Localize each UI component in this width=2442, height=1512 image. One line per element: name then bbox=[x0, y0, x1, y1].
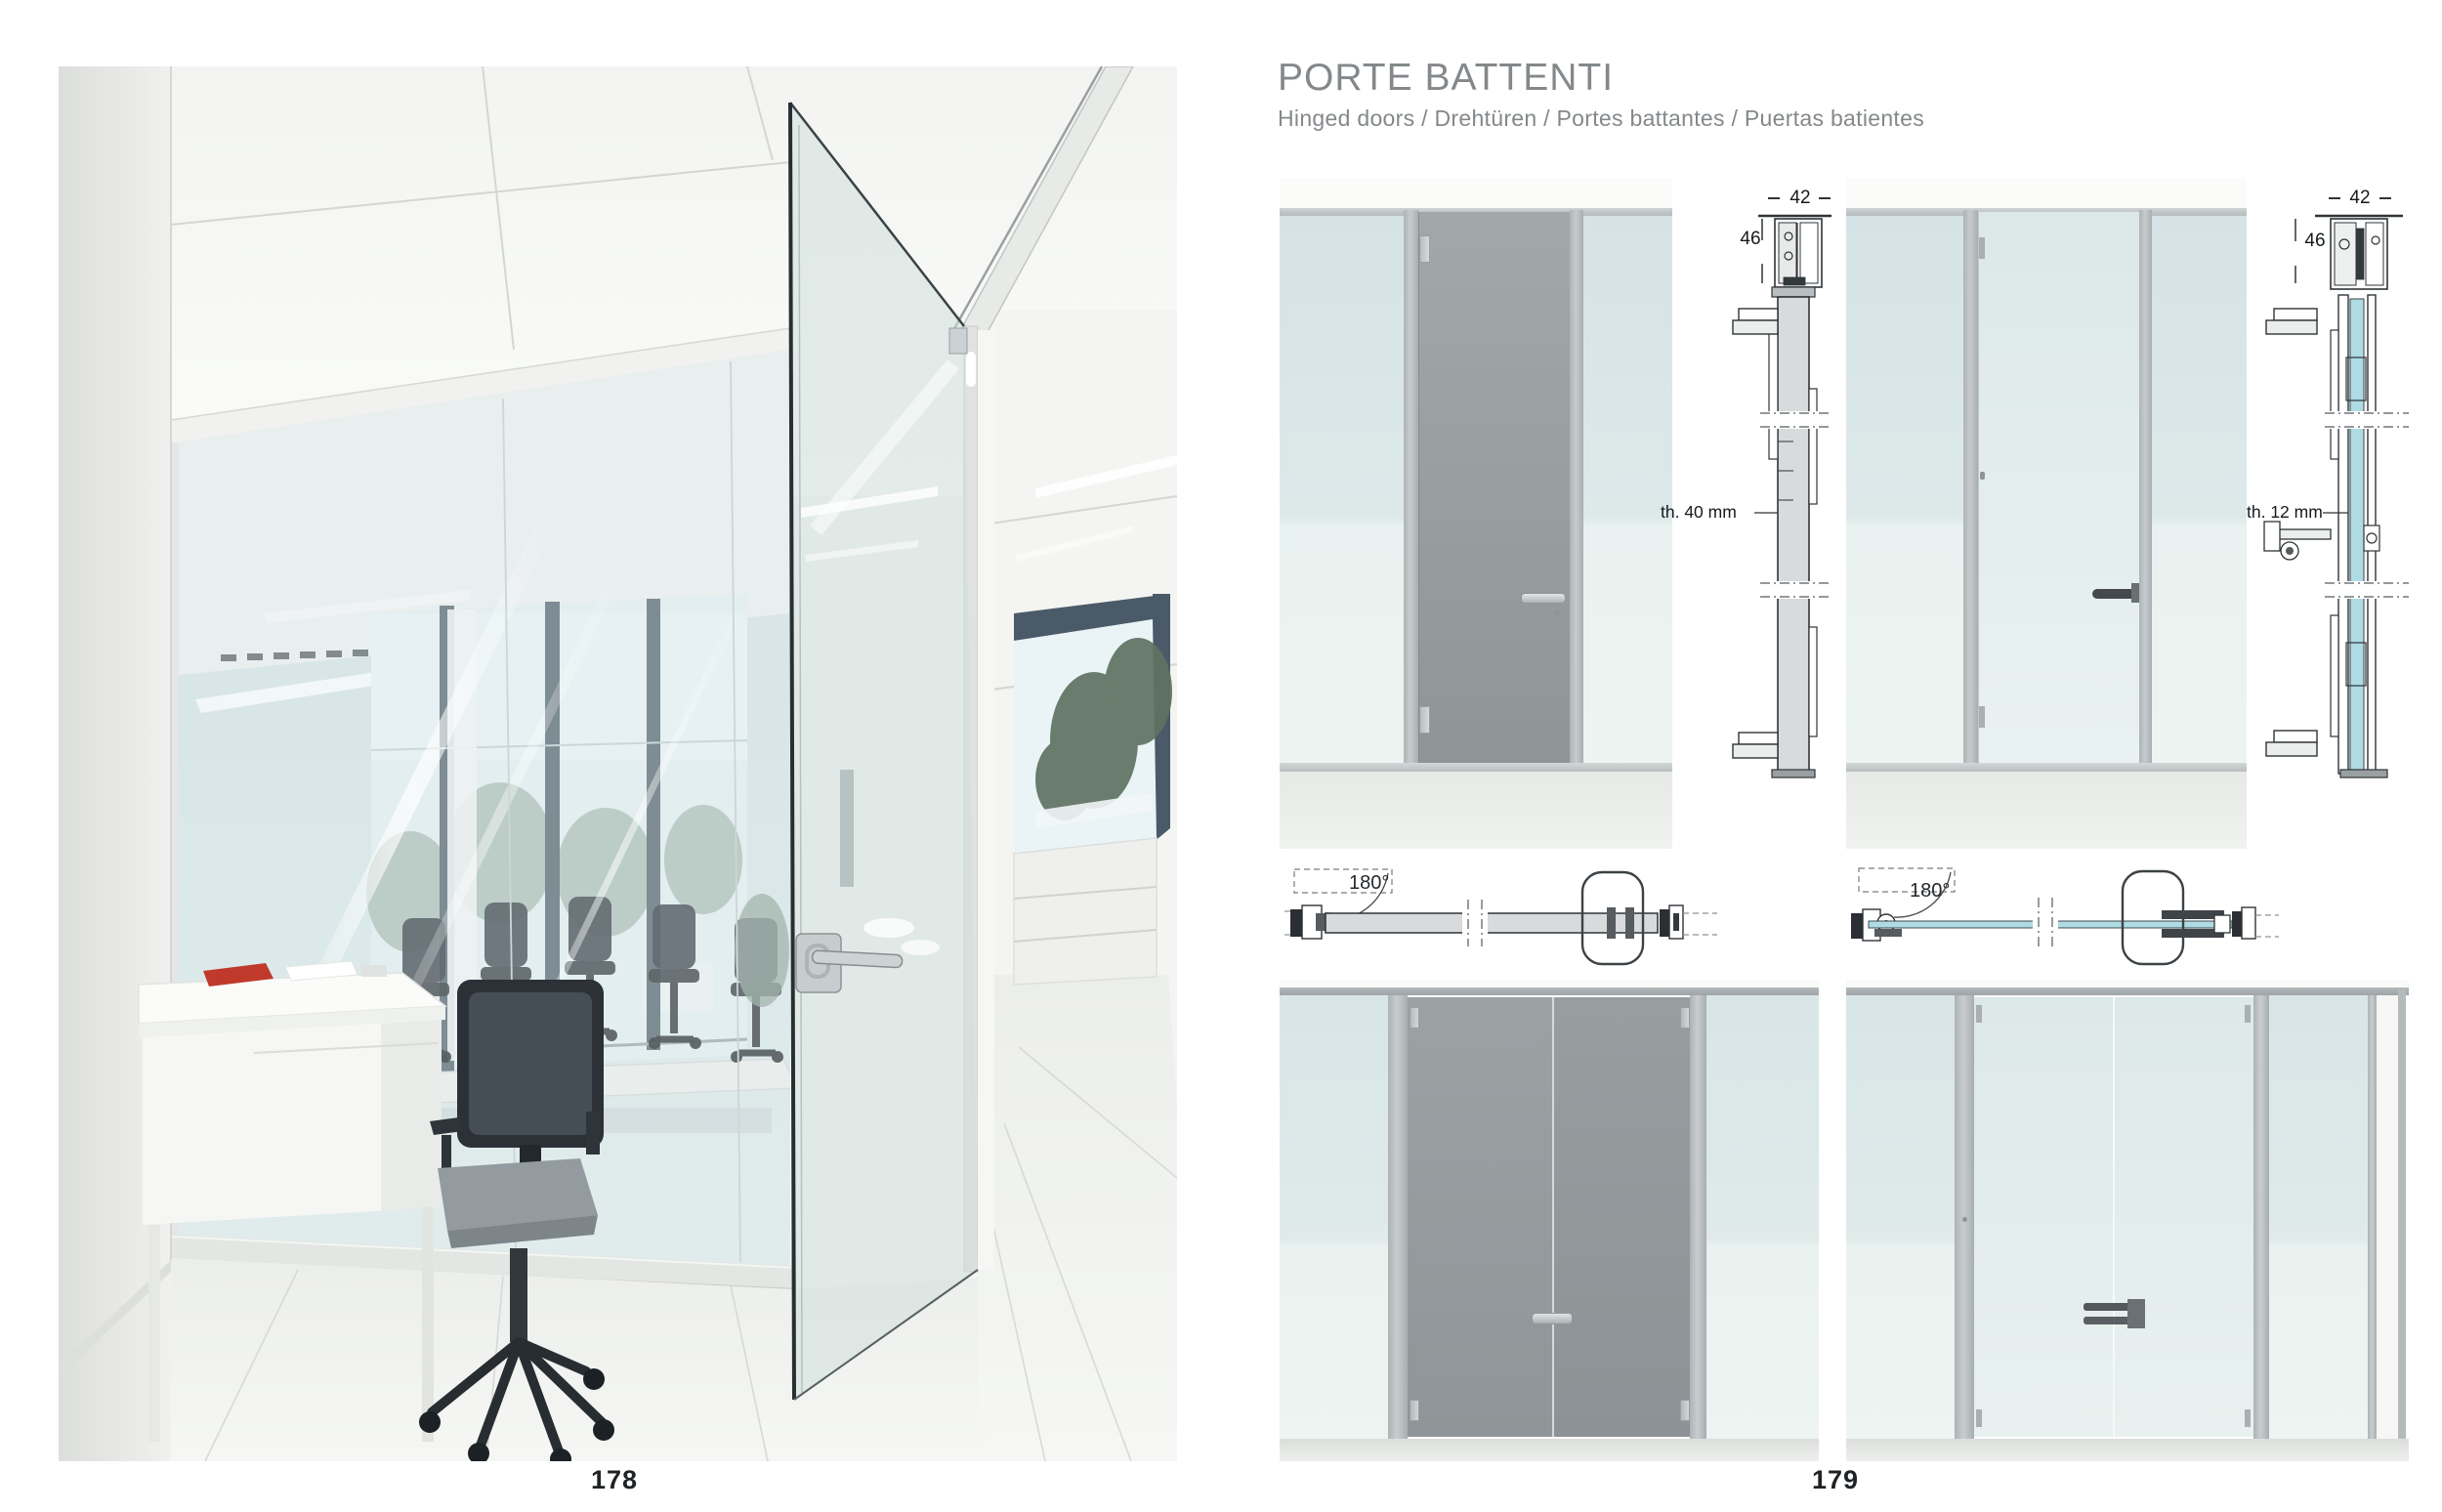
section-drawing-solid-door bbox=[1661, 186, 1832, 803]
glass-door-leaf bbox=[1978, 212, 2141, 767]
page-number-left: 178 bbox=[591, 1465, 639, 1494]
render-floor bbox=[1280, 772, 1672, 849]
render-ceiling bbox=[1846, 980, 2409, 987]
office-interior-photo bbox=[59, 66, 1177, 1461]
dim-head-label-solid: 46 bbox=[1740, 229, 1761, 249]
keyhole bbox=[1554, 610, 1560, 616]
glass-panel-left bbox=[1280, 995, 1388, 1439]
render-ceiling bbox=[1280, 980, 1819, 987]
lock-dot-left bbox=[1962, 1217, 1967, 1222]
render-ceiling bbox=[1846, 179, 2247, 210]
wall-return bbox=[2377, 995, 2398, 1439]
hinge-bottom bbox=[1979, 706, 1985, 728]
dim-width-label-solid: 42 bbox=[1789, 188, 1811, 208]
door-leaf-right bbox=[1554, 997, 1690, 1437]
pull-handle-plan bbox=[2123, 871, 2230, 964]
render-bottom-rail bbox=[1846, 763, 2247, 772]
door-handle bbox=[1532, 1313, 1573, 1324]
page-right bbox=[1221, 0, 2442, 1512]
hinge-bottom-left bbox=[1976, 1409, 1982, 1427]
jamb-plan bbox=[1660, 905, 1683, 939]
hinge-top-right bbox=[2245, 1005, 2251, 1023]
wall-edge bbox=[2398, 989, 2406, 1449]
door-leaf-left bbox=[1408, 997, 1552, 1437]
render-floor bbox=[1280, 1439, 1819, 1461]
render-floor bbox=[1846, 772, 2247, 849]
render-top-rail bbox=[1280, 987, 1819, 995]
glass-panel-far-right bbox=[2269, 995, 2368, 1439]
page-number-right: 179 bbox=[1812, 1465, 1860, 1494]
render-floor bbox=[1846, 1439, 2409, 1461]
glass-panel-right bbox=[1706, 995, 1819, 1439]
hinge-bottom-right bbox=[1680, 1400, 1690, 1421]
glass-panel-left bbox=[1846, 216, 1963, 773]
hinge-top bbox=[1419, 235, 1430, 263]
page-title: PORTE BATTENTI bbox=[1278, 57, 1615, 99]
glass-panel-right bbox=[1583, 216, 1672, 773]
hinge-bottom bbox=[1419, 706, 1430, 734]
render-top-rail bbox=[1846, 987, 2409, 995]
swing-angle-label-glass: 180° bbox=[1910, 880, 1951, 902]
thickness-label-solid: th. 40 mm bbox=[1661, 502, 1737, 522]
lock-dot bbox=[1980, 472, 1985, 480]
frame-post-right bbox=[1690, 995, 1706, 1439]
solid-door-leaf bbox=[1418, 212, 1572, 767]
glass-panel-left bbox=[1280, 216, 1404, 773]
page-subtitle: Hinged doors / Drehtüren / Portes battantes / Puertas batientes bbox=[1278, 105, 1924, 131]
frame-post-left bbox=[1404, 210, 1418, 773]
hinge-top-left bbox=[1410, 1007, 1419, 1029]
frame-post-left bbox=[1388, 995, 1408, 1439]
handle-mount bbox=[2131, 583, 2139, 603]
hinge-top-right bbox=[1680, 1007, 1690, 1029]
render-bottom-rail bbox=[1280, 763, 1672, 772]
thickness-label-glass: th. 12 mm bbox=[2247, 502, 2323, 522]
hinge-top bbox=[1979, 237, 1985, 259]
dim-head-label-glass: 46 bbox=[2304, 231, 2326, 251]
frame-post-outer bbox=[2368, 995, 2377, 1439]
frame-post-left bbox=[1963, 210, 1978, 773]
frame-post-right bbox=[1570, 210, 1583, 773]
door-handle bbox=[1521, 593, 1566, 604]
section-drawing-glass-door bbox=[2247, 186, 2442, 803]
render-double-glass-doors bbox=[1846, 980, 2409, 1461]
hinge-bottom-left bbox=[1410, 1400, 1419, 1421]
hinge-top-left bbox=[1976, 1005, 1982, 1023]
handle-plate bbox=[2127, 1299, 2145, 1328]
office-photo-svg bbox=[59, 66, 1177, 1461]
jamb-plan bbox=[2232, 907, 2255, 939]
frame-post-right bbox=[2139, 210, 2152, 773]
door-top-hinge bbox=[949, 328, 967, 354]
glass-panel-left bbox=[1846, 995, 1955, 1439]
render-ceiling bbox=[1280, 179, 1672, 210]
render-solid-door bbox=[1280, 179, 1672, 849]
corridor-floor bbox=[978, 975, 1177, 1461]
keyhole bbox=[1562, 1328, 1569, 1335]
render-double-solid-doors bbox=[1280, 980, 1819, 1461]
corridor-cabinet bbox=[1014, 838, 1157, 985]
dim-width-label-glass: 42 bbox=[2349, 188, 2371, 208]
hinge-bottom-right bbox=[2245, 1409, 2251, 1427]
glass-panel-right bbox=[2152, 216, 2247, 773]
door-seam bbox=[2113, 997, 2115, 1437]
render-glass-door bbox=[1846, 179, 2247, 849]
frame-post-right bbox=[2253, 995, 2269, 1439]
swing-angle-label-solid: 180° bbox=[1349, 872, 1390, 894]
